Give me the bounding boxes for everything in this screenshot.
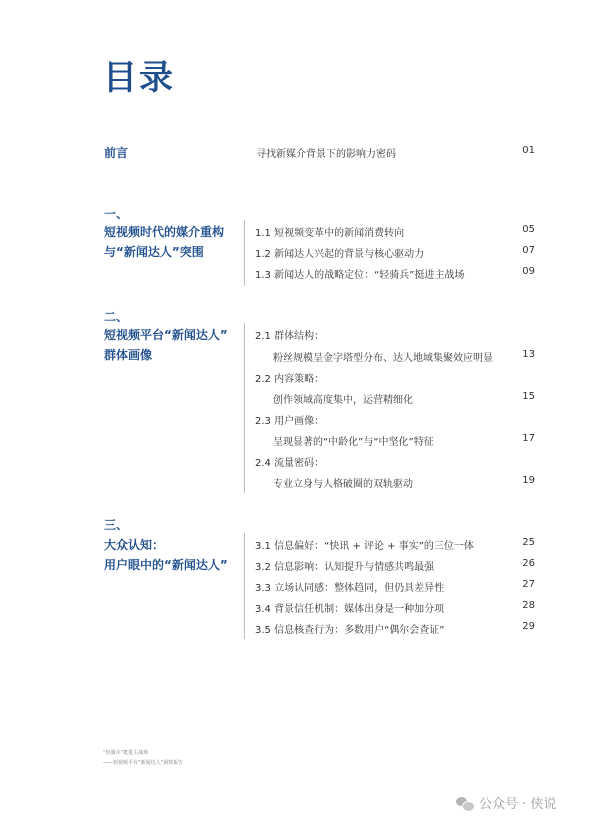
section-3-divider [244,533,245,639]
section-1-title [104,222,224,262]
section-2-number: 二、 [104,310,129,324]
page-number: 15 [522,391,535,402]
toc-entry-1-1[interactable]: 1.1 短视频变革中的新闻消费转向 [255,228,405,239]
section-2-divider [244,323,245,493]
page-number: 26 [522,558,535,569]
watermark-text: 公众号 · 侠说 [479,797,557,812]
page-number: 27 [522,579,535,590]
toc-entry-3-1[interactable]: 3.1 信息偏好：“快讯 + 评论 + 事实”的三位一体 [255,541,474,552]
footer-line-2: ——短视频平台“新闻达人”洞察报告 [103,760,184,766]
section-3-title-line-1: 大众认知： [104,538,165,552]
toc-entry-3-2[interactable]: 3.2 信息影响：认知提升与情感共鸣最强 [255,562,435,573]
preface-page-number: 01 [522,145,535,156]
section-1-number: 一、 [104,207,129,221]
page-number: 05 [522,224,535,235]
preface-entry[interactable]: 寻找新媒介背景下的影响力密码 [256,149,396,160]
wechat-icon [456,796,474,810]
toc-subentry-2-3[interactable]: 呈现显著的“中龄化”与“中坚化”特征 [273,437,434,448]
section-2-title-line-1: 短视频平台“新闻达人” [104,328,228,342]
toc-subentry-2-1[interactable]: 粉丝规模呈金字塔型分布、达人地域集聚效应明显 [273,353,493,364]
section-3-title [104,535,228,575]
section-2-title [104,325,228,365]
toc-entry-1-3[interactable]: 1.3 新闻达人的战略定位：“轻骑兵”挺进主战场 [255,270,465,281]
preface-label: 前言 [104,146,129,160]
section-3-title-line-2: 用户眼中的“新闻达人” [104,558,228,572]
page-number: 28 [522,600,535,611]
footer-line-1: “轻骑兵”挺进主战场 [103,750,149,756]
toc-subentry-2-4[interactable]: 专业立身与人格破圈的双轨驱动 [273,479,413,490]
page-number: 13 [522,349,535,360]
toc-entry-3-4[interactable]: 3.4 背景信任机制：媒体出身是一种加分项 [255,604,445,615]
page-number: 09 [522,266,535,277]
page-number: 19 [522,475,535,486]
section-1-title-line-1: 短视频时代的媒介重构 [104,225,225,239]
toc-entry-3-3[interactable]: 3.3 立场认同感：整体趋同，但仍具差异性 [255,583,445,594]
page-number: 25 [522,537,535,548]
toc-entry-1-2[interactable]: 1.2 新闻达人兴起的背景与核心驱动力 [255,249,425,260]
section-1-title-line-2: 与“新闻达人”突围 [104,245,204,259]
toc-entry-2-2[interactable]: 2.2 内容策略： [255,374,325,385]
toc-entry-2-4[interactable]: 2.4 流量密码： [255,458,325,469]
section-2-title-line-2: 群体画像 [104,348,153,362]
section-3-number: 三、 [104,518,129,532]
toc-subentry-2-2[interactable]: 创作领域高度集中，运营精细化 [273,395,413,406]
toc-entry-3-5[interactable]: 3.5 信息核查行为：多数用户“偶尔会查证” [255,625,445,636]
section-1-divider [244,220,245,286]
watermark [456,793,556,812]
toc-entry-2-1[interactable]: 2.1 群体结构： [255,331,325,342]
page-title: 目录 [103,58,175,98]
toc-entry-2-3[interactable]: 2.3 用户画像： [255,416,325,427]
page-number: 29 [522,621,535,632]
page-number: 07 [522,245,535,256]
page-number: 17 [522,433,535,444]
